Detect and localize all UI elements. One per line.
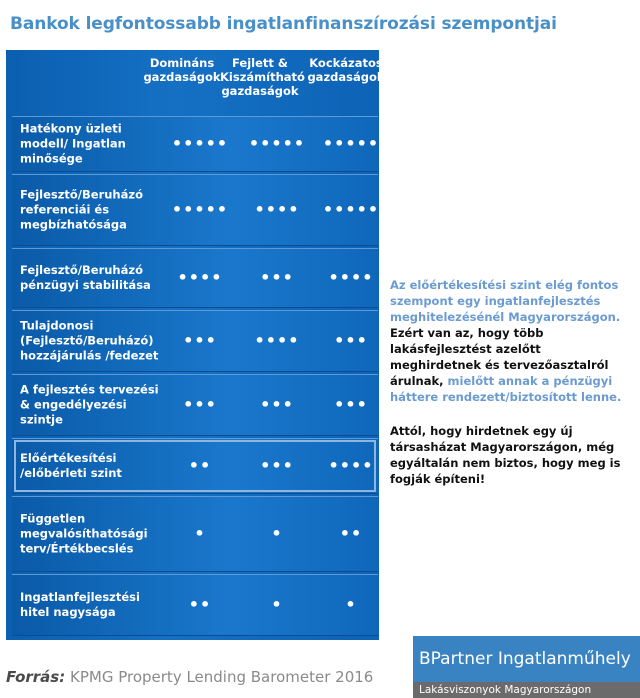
rating-dots: •••• xyxy=(177,268,223,287)
commentary xyxy=(390,277,630,487)
row-label: Hatékony üzleti modell/ Ingatlan minősége xyxy=(20,121,126,166)
rating-dots: ••• xyxy=(334,331,368,350)
source-label: Forrás: xyxy=(6,668,66,686)
rating-dots: ••• xyxy=(334,395,368,414)
table-row xyxy=(12,374,378,436)
rating-dots: •• xyxy=(339,524,363,543)
rating-dots: ••••• xyxy=(322,134,380,153)
rating-dots: ••••• xyxy=(322,200,380,219)
logo-title: BPartner Ingatlanműhely xyxy=(413,636,640,682)
table-row xyxy=(12,496,378,572)
rating-dots: • xyxy=(345,595,357,614)
rating-dots: •••• xyxy=(328,456,374,475)
criteria-table xyxy=(6,50,385,640)
column-header-dominant: Domináns gazdaságok xyxy=(143,56,221,84)
table-row xyxy=(12,310,378,372)
rating-dots: • xyxy=(271,595,283,614)
commentary-continuation: mielőtt annak a pénzügyi háttere rendezett/biztosított lenne. xyxy=(390,374,622,404)
column-header-developed: Fejlett & Kiszámítható gazdaságok xyxy=(220,56,305,98)
rating-dots: •••• xyxy=(254,331,300,350)
rating-dots: • xyxy=(194,524,206,543)
rating-dots: ••••• xyxy=(171,134,229,153)
row-label: Tulajdonosi (Fejlesztő/Beruházó) hozzájárulás /fedezet xyxy=(20,318,159,363)
row-label: Fejlesztő/Beruházó referenciái és megbízhatósága xyxy=(20,187,143,232)
table-row xyxy=(12,248,378,308)
row-label: A fejlesztés tervezési & engedélyezési szintje xyxy=(20,382,159,427)
rating-dots: ••••• xyxy=(171,200,229,219)
row-label: Fejlesztő/Beruházó pénzügyi stabilitása xyxy=(20,263,151,292)
rating-dots: •••• xyxy=(328,268,374,287)
logo-subtitle: Lakásviszonyok Magyarországon xyxy=(413,682,640,698)
table-row xyxy=(12,174,378,246)
table-row xyxy=(12,116,378,172)
source-note xyxy=(6,668,373,686)
page-title: Bankok legfontossabb ingatlanfinanszírozási szempontjai xyxy=(10,14,557,34)
table-row xyxy=(12,574,378,636)
column-header-risky: Kockázatos gazdaságok xyxy=(307,56,385,84)
table-row-highlighted xyxy=(12,438,378,494)
rating-dots: • xyxy=(271,524,283,543)
commentary-paragraph-1 xyxy=(390,277,630,405)
rating-dots: ••• xyxy=(260,395,294,414)
commentary-intro: Az előértékesítési szint elég fontos szempont egy ingatlanfejlesztés meghitelezésénél Magyarországon. xyxy=(390,278,621,324)
commentary-emphasis: Ezért van az, hogy több lakásfejlesztést azelőtt meghirdetnek és tervezőasztalról árulnak, xyxy=(390,326,609,388)
commentary-paragraph-2: Attól, hogy hirdetnek egy új társasházat Magyarországon, még egyáltalán nem biztos, hogy meg is fogják építeni! xyxy=(390,424,621,486)
rating-dots: •• xyxy=(188,595,212,614)
rating-dots: ••• xyxy=(260,268,294,287)
source-text: KPMG Property Lending Barometer 2016 xyxy=(65,668,374,686)
rating-dots: •• xyxy=(188,456,212,475)
rating-dots: ••• xyxy=(183,331,217,350)
rating-dots: •••• xyxy=(254,200,300,219)
row-label: Független megvalósíthatósági terv/Értékbecslés xyxy=(20,511,148,556)
rating-dots: ••• xyxy=(183,395,217,414)
rating-dots: ••• xyxy=(260,456,294,475)
bpartner-logo xyxy=(413,636,640,698)
rating-dots: ••••• xyxy=(248,134,306,153)
row-label: Előértékesítési /előbérleti szint xyxy=(20,451,122,480)
row-label: Ingatlanfejlesztési hitel nagysága xyxy=(20,590,140,619)
